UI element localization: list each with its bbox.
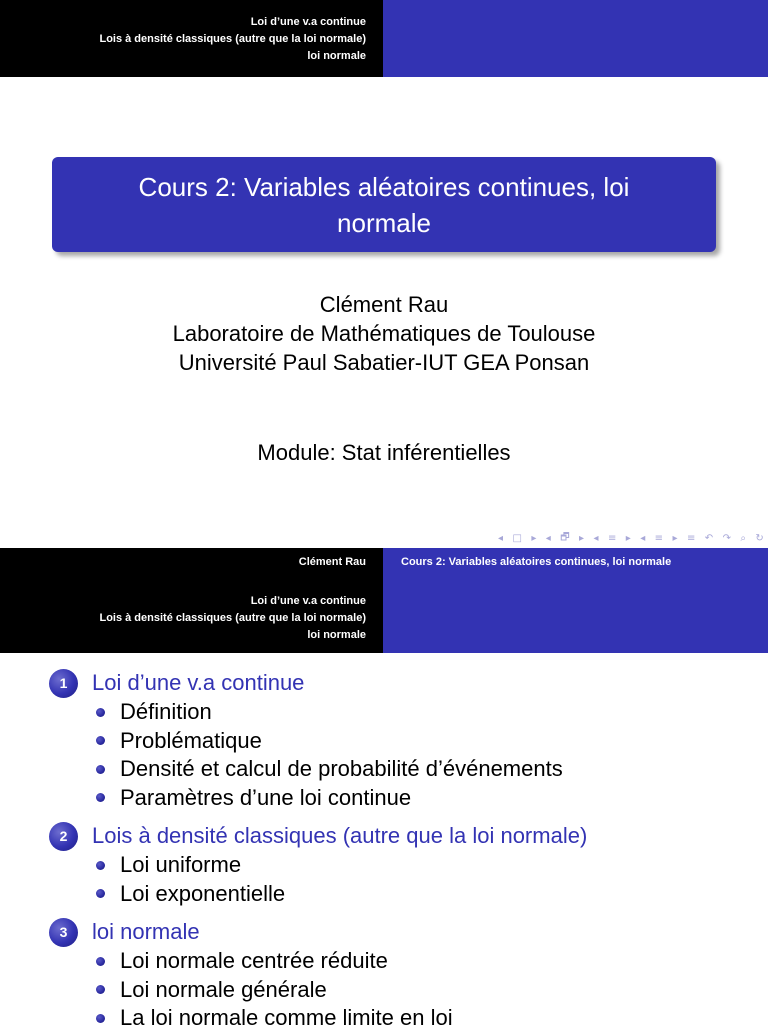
bullet-icon: [96, 765, 105, 774]
toc-section-1[interactable]: [49, 668, 768, 698]
slide1-header: [0, 0, 768, 77]
toc-section-3[interactable]: [49, 917, 768, 947]
bullet-icon: [96, 957, 105, 966]
bullet-icon: [96, 889, 105, 898]
slide1-header-blue-panel: [383, 0, 768, 77]
bullet-icon: [96, 1014, 105, 1023]
forward-icon[interactable]: ↷: [722, 532, 731, 544]
slide2-header-nav: [0, 578, 366, 644]
subsection-title: Densité et calcul de probabilité d’événements: [120, 756, 563, 782]
toc-subsection[interactable]: [96, 727, 768, 756]
module-name: Module: Stat inférentielles: [257, 440, 511, 465]
section-number-badge: 2: [49, 822, 78, 851]
nav-next-subsection-icon[interactable]: ▸: [625, 532, 631, 544]
nav-prev-frame-icon[interactable]: ◂: [498, 532, 504, 544]
section-title: Lois à densité classiques (autre que la loi normale): [92, 823, 588, 848]
slide2-header: [0, 548, 768, 653]
section-icon[interactable]: ≡: [654, 532, 664, 544]
nav-prev-slide-icon[interactable]: ◂: [545, 532, 551, 544]
header-nav-section-3[interactable]: loi normale: [307, 629, 366, 641]
beamer-navigation-bar: [498, 531, 764, 545]
slide1-header-nav: [0, 0, 383, 77]
slide2-header-left: [0, 548, 383, 653]
toc-subsection[interactable]: [96, 784, 768, 813]
author-block: [0, 290, 768, 377]
subsection-title: La loi normale comme limite en loi: [120, 1005, 453, 1031]
slide-title-line-1: Cours 2: Variables aléatoires continues, loi: [138, 172, 630, 202]
slide-title-box: [52, 157, 716, 252]
header-nav-section-3[interactable]: loi normale: [307, 50, 366, 62]
toc-subsection[interactable]: [96, 851, 768, 880]
toc-subsection[interactable]: [96, 947, 768, 976]
header-nav-section-1[interactable]: Loi d’une v.a continue: [250, 595, 366, 607]
bullet-icon: [96, 708, 105, 717]
author-name: Clément Rau: [319, 292, 449, 317]
subsection-title: Définition: [120, 699, 212, 725]
toc-subsection[interactable]: [96, 976, 768, 1005]
bullet-icon: [96, 861, 105, 870]
header-short-title: Cours 2: Variables aléatoires continues, loi normale: [401, 556, 672, 568]
affiliation-lab: Laboratoire de Mathématiques de Toulouse: [172, 321, 596, 346]
header-nav-section-2[interactable]: Lois à densité classiques (autre que la loi normale): [99, 33, 366, 45]
toc-subsection[interactable]: [96, 698, 768, 727]
section-spacer: [0, 812, 768, 821]
nav-next-section-icon[interactable]: ▸: [672, 532, 678, 544]
subsection-icon[interactable]: ≡: [607, 532, 617, 544]
section-number-badge: 3: [49, 918, 78, 947]
bullet-icon: [96, 793, 105, 802]
subsection-title: Loi uniforme: [120, 852, 242, 878]
header-author: Clément Rau: [298, 556, 366, 568]
section-title: Loi d’une v.a continue: [92, 670, 305, 695]
frame-icon[interactable]: □: [512, 532, 522, 544]
search-icon[interactable]: ⌕: [740, 532, 746, 544]
header-nav-section-1[interactable]: Loi d’une v.a continue: [250, 16, 366, 28]
subsection-title: Loi normale générale: [120, 976, 327, 1002]
section-spacer: [0, 908, 768, 917]
slide2-header-right: [383, 548, 768, 653]
subsection-title: Problématique: [120, 727, 262, 753]
section-number-badge: 1: [49, 669, 78, 698]
back-icon[interactable]: ↶: [704, 532, 714, 544]
slide-icon[interactable]: 🗗: [560, 531, 570, 543]
nav-prev-section-icon[interactable]: ◂: [640, 532, 646, 544]
toc-subsection[interactable]: [96, 755, 768, 784]
toc-section-2[interactable]: [49, 821, 768, 851]
toc-subsection[interactable]: [96, 1004, 768, 1033]
subsection-title: Loi exponentielle: [120, 880, 286, 906]
header-nav-section-2[interactable]: Lois à densité classiques (autre que la loi normale): [99, 612, 366, 624]
bullet-icon: [96, 985, 105, 994]
table-of-contents: [0, 668, 768, 1033]
subsection-title: Loi normale centrée réduite: [120, 948, 388, 974]
bullet-icon: [96, 736, 105, 745]
affiliation-university: Université Paul Sabatier-IUT GEA Ponsan: [178, 350, 590, 375]
slide-title-line-2: normale: [337, 208, 431, 238]
nav-next-frame-icon[interactable]: ▸: [531, 532, 537, 544]
nav-prev-subsection-icon[interactable]: ◂: [593, 532, 599, 544]
document-icon[interactable]: ≡: [686, 532, 696, 544]
section-title: loi normale: [92, 919, 200, 944]
toc-subsection[interactable]: [96, 880, 768, 909]
refresh-icon[interactable]: ↻: [755, 532, 764, 544]
subsection-title: Paramètres d’une loi continue: [120, 784, 412, 810]
nav-next-slide-icon[interactable]: ▸: [579, 532, 585, 544]
